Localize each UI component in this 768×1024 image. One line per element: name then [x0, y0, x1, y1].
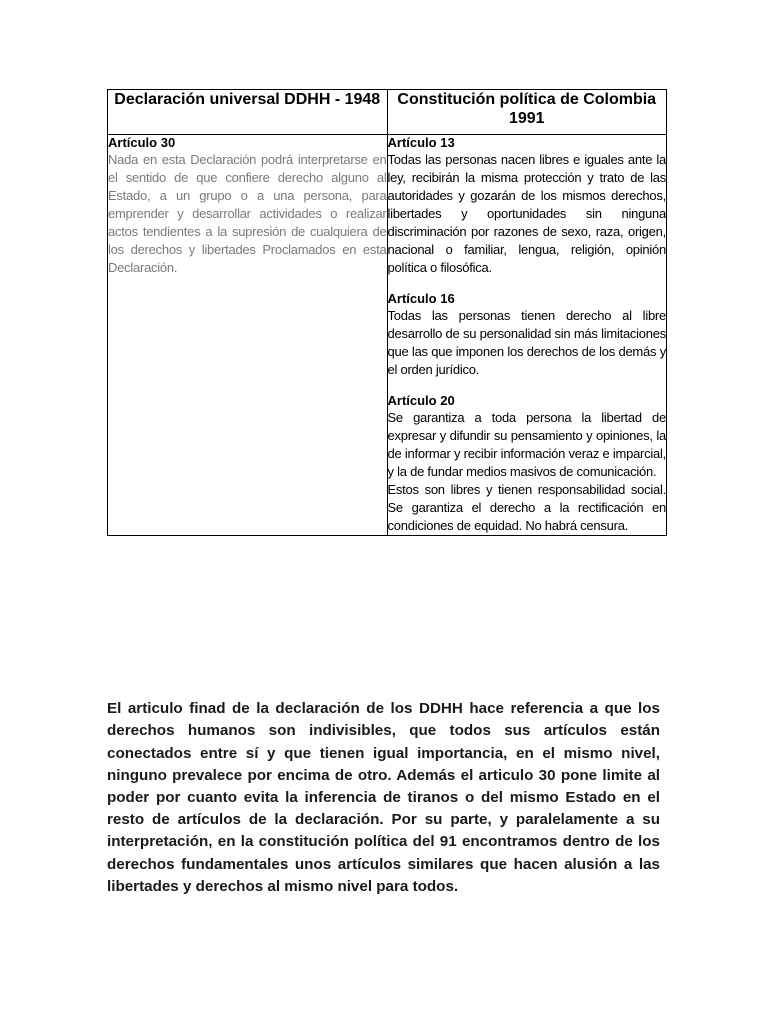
article-20-text-2: Estos son libres y tienen responsabilidad social. Se garantiza el derecho a la rectificación en condiciones de equidad. No habrá censura. [387, 482, 666, 533]
article-13-title: Artículo 13 [387, 135, 455, 150]
header-constitucion: Constitución política de Colombia 1991 [387, 90, 667, 135]
article-16-block [388, 291, 667, 379]
header-declaracion: Declaración universal DDHH - 1948 [108, 90, 388, 135]
article-20-title: Artículo 20 [387, 393, 455, 408]
comparison-table [107, 89, 667, 536]
article-13-block [388, 135, 667, 277]
article-20-block [388, 393, 667, 535]
article-20-text-1: Se garantiza a toda persona la libertad de expresar y difundir su pensamiento y opiniones, la de informar y recibir información veraz e imparcial, y la de fundar medios masivos de comunicación. [387, 410, 666, 479]
article-13-text: Todas las personas nacen libres e iguales ante la ley, recibirán la misma protección y trato de las autoridades y gozarán de los mismos derechos, libertades y oportunidades sin ninguna discriminación por razones de sexo, raza, origen, nacional o familiar, lengua, religión, opinión política o filosófica. [387, 152, 666, 275]
table-header-row [108, 90, 667, 135]
constitucion-cell [387, 135, 667, 536]
article-30-title: Artículo 30 [108, 135, 176, 150]
article-30-text: Nada en esta Declaración podrá interpretarse en el sentido de que confiere derecho alguno al Estado, a un grupo o a una persona, para emprender y desarrollar actividades o realizar actos tendientes a la supresión de cualquiera de los derechos y libertades Proclamados en esta Declaración. [108, 152, 387, 275]
article-16-title: Artículo 16 [387, 291, 455, 306]
conclusion-paragraph: El articulo finad de la declaración de los DDHH hace referencia a que los derechos humanos son indivisibles, que todos sus artículos están conectados entre sí y que tienen igual importancia, en el mismo nivel, ninguno prevalece por encima de otro. Además el articulo 30 pone limite al poder por cuanto evita la inferencia de tiranos o del mismo Estado en el resto de artículos de la declaración. Por su parte, y paralelamente a su interpretación, en la constitución política del 91 encontramos dentro de los derechos fundamentales unos artículos similares que hacen alusión a las libertades y derechos al mismo nivel para todos. [107, 700, 660, 895]
article-16-text: Todas las personas tienen derecho al libre desarrollo de su personalidad sin más limitaciones que las que imponen los derechos de los demás y el orden jurídico. [387, 308, 666, 377]
table-body-row [108, 135, 667, 536]
declaracion-cell [108, 135, 388, 536]
